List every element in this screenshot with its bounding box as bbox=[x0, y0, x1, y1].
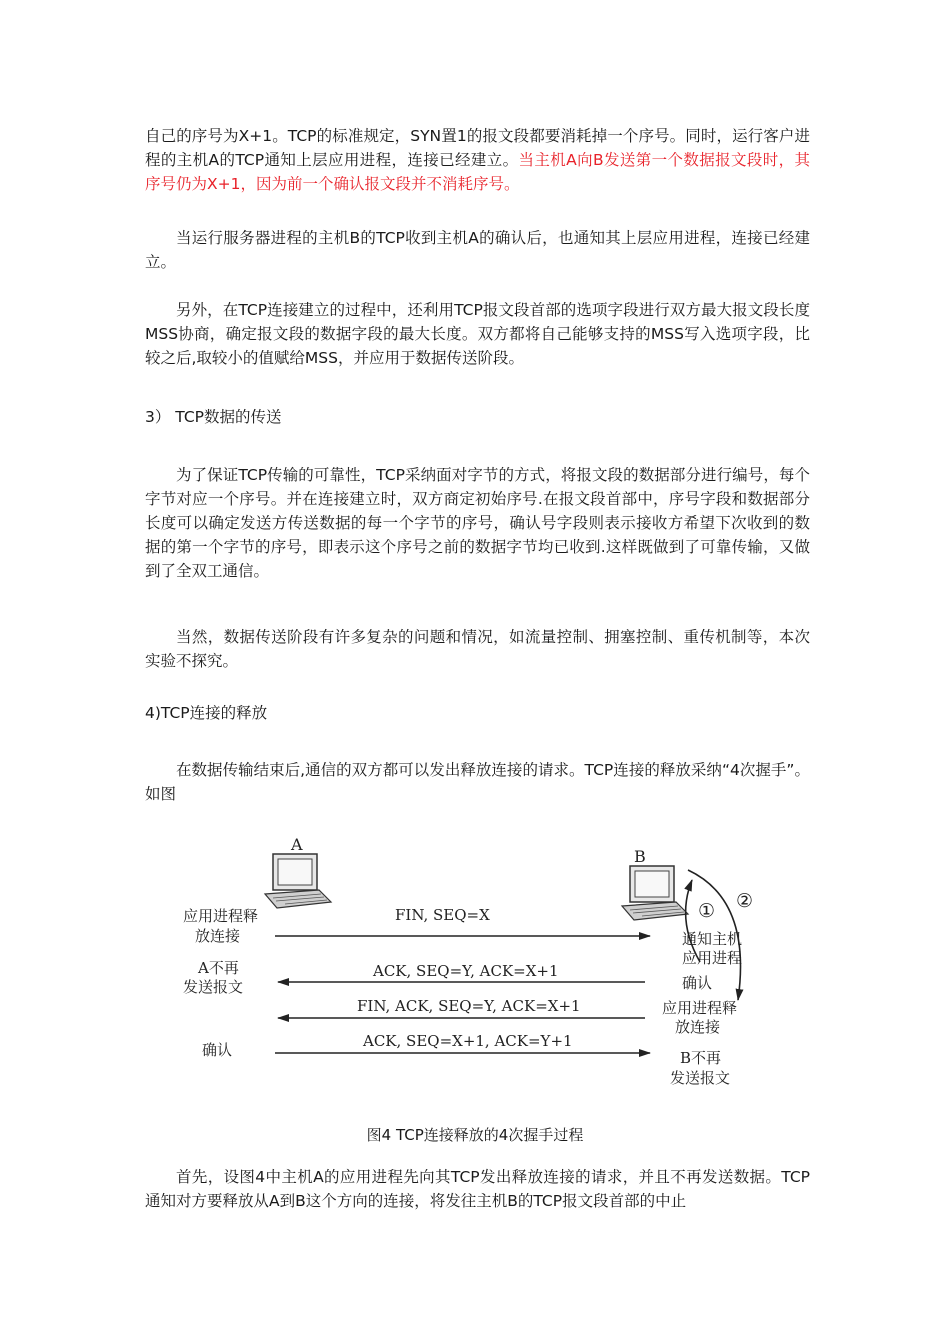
b-stop-label-line1: B不再 bbox=[680, 1049, 722, 1067]
left-release-label-line1: 应用进程释 bbox=[183, 907, 259, 925]
computer-b-icon bbox=[622, 866, 688, 920]
highlighted-note: 当主机A向B发送第一个数据报文段时，其序号仍为X+1，因为前一个确认报文段并不消耗序号。 bbox=[145, 151, 810, 193]
host-a-label: A bbox=[291, 835, 303, 854]
paragraph-complexity: 当然，数据传送阶段有许多复杂的问题和情况，如流量控制、拥塞控制、重传机制等，本次实验不探究。 bbox=[145, 628, 810, 670]
paragraph-release-start: 首先，设图4中主机A的应用进程先向其TCP发出释放连接的请求，并且不再发送数据。TCP通知对方要释放从A到B这个方向的连接，将发往主机B的TCP报文段首部的中止 bbox=[145, 1168, 810, 1210]
paragraph-four-way: 在数据传输结束后,通信的双方都可以发出释放连接的请求。TCP连接的释放采纳“4次握手”。如图 bbox=[145, 761, 810, 803]
right-confirm-label: 确认 bbox=[682, 974, 713, 992]
host-b-label: B bbox=[634, 847, 646, 866]
four-way-handshake-diagram bbox=[0, 830, 950, 1100]
a-stop-label-line2: 发送报文 bbox=[183, 978, 244, 996]
message-final-ack-label: ACK, SEQ=X+1, ACK=Y+1 bbox=[363, 1032, 573, 1050]
paragraph-seq-number bbox=[145, 124, 810, 196]
left-confirm-label: 确认 bbox=[202, 1041, 233, 1059]
paragraph-seq-text: 自己的序号为X+1。TCP的标准规定，SYN置1的报文段都要消耗掉一个序号。同时，运行客户进程的主机A的TCP通知上层应用进程，连接已经建立。 bbox=[145, 127, 810, 169]
message-fin-label: FIN, SEQ=X bbox=[395, 906, 490, 924]
computer-a-icon bbox=[265, 854, 331, 908]
section-heading-data-transfer: 3） TCP数据的传送 bbox=[145, 408, 282, 426]
marker-2: ② bbox=[736, 890, 754, 912]
paragraph-reliability: 为了保证TCP传输的可靠性，TCP采纳面对字节的方式，将报文段的数据部分进行编号，每个字节对应一个序号。并在连接建立时，双方商定初始序号.在报文段首部中，序号字段和数据部分长度可以确定发送方传送数据的每一个字节的序号，确认号字段则表示接收方希望下次收到的数据的第一个字节的序号，即表示这个序号之前的数据字节均已收到.这样既做到了可靠传输，又做到了全双工通信。 bbox=[145, 466, 810, 580]
figure-caption: 图4 TCP连接释放的4次握手过程 bbox=[366, 1126, 584, 1144]
notify-label-line2: 应用进程 bbox=[682, 949, 743, 967]
left-release-label-line2: 放连接 bbox=[195, 927, 241, 945]
message-fin-ack-label: FIN, ACK, SEQ=Y, ACK=X+1 bbox=[357, 997, 581, 1015]
b-stop-label-line2: 发送报文 bbox=[670, 1069, 731, 1087]
marker-1: ① bbox=[698, 900, 716, 922]
section-heading-release: 4)TCP连接的释放 bbox=[145, 704, 268, 722]
right-release-label-line1: 应用进程释 bbox=[662, 999, 738, 1017]
a-stop-label-line1: A不再 bbox=[198, 959, 239, 977]
paragraph-mss: 另外，在TCP连接建立的过程中，还利用TCP报文段首部的选项字段进行双方最大报文段长度MSS协商，确定报文段的数据字段的最大长度。双方都将自己能够支持的MSS写入选项字段，比较之后,取较小的值赋给MSS，并应用于数据传送阶段。 bbox=[145, 301, 810, 367]
message-ack-label: ACK, SEQ=Y, ACK=X+1 bbox=[373, 962, 559, 980]
notify-label-line1: 通知主机 bbox=[682, 930, 743, 948]
paragraph-host-b-confirm: 当运行服务器进程的主机B的TCP收到主机A的确认后，也通知其上层应用进程，连接已经建立。 bbox=[145, 229, 810, 271]
right-release-label-line2: 放连接 bbox=[675, 1018, 721, 1036]
